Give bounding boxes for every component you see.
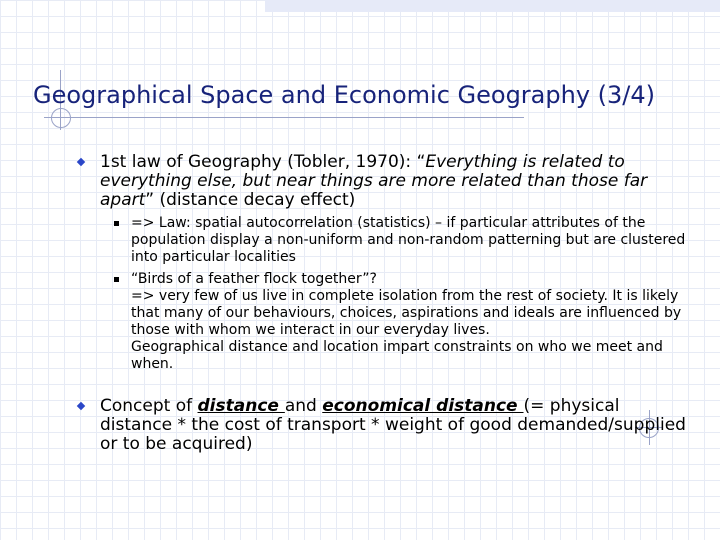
tobler-prefix: 1st law of Geography (Tobler, 1970): “ [100,152,426,172]
diamond-bullet-icon [77,402,85,410]
tobler-quote: Everything is related to everything else, but near things are more related than those far apart [100,152,648,210]
sub-bullet-line: => very few of us live in complete isolation from the rest of society. It is likely that many of our behaviours, choices, aspirations and ideals are influenced by those with whom we interact in our everyday lives. [131,288,682,338]
square-bullet-icon [114,277,119,282]
sub-bullet-birds-of-feather [131,271,686,373]
sub-bullet-autocorrelation [131,215,686,266]
tobler-suffix: ” (distance decay effect) [145,190,356,210]
bullet-tobler-law [100,153,690,210]
sub-bullet-line: Geographical distance and location impart constraints on who we meet and when. [131,339,663,372]
term-distance: distance [197,396,285,416]
distance-part2: and [284,396,323,416]
square-bullet-icon [114,221,119,226]
term-economical-distance: economical distance [322,396,524,416]
bullet-economic-distance [100,397,690,454]
distance-part1: Concept of [100,396,198,416]
diamond-bullet-icon [77,158,85,166]
slide-title: Geographical Space and Economic Geography (3/4) [33,81,656,109]
sub-bullet-text: => Law: spatial autocorrelation (statistics) – if particular attributes of the population display a non-uniform and non-random patterning but are clustered into particular localities [131,215,686,265]
header-band [265,0,720,12]
title-decor-horizontal-line [44,117,524,118]
title-decor-circle [51,108,71,128]
distance-part3: (= physical distance * the cost of transport * weight of good demanded/supplied or to be acquired) [100,396,686,454]
sub-bullet-line: “Birds of a feather flock together”? [131,271,377,287]
